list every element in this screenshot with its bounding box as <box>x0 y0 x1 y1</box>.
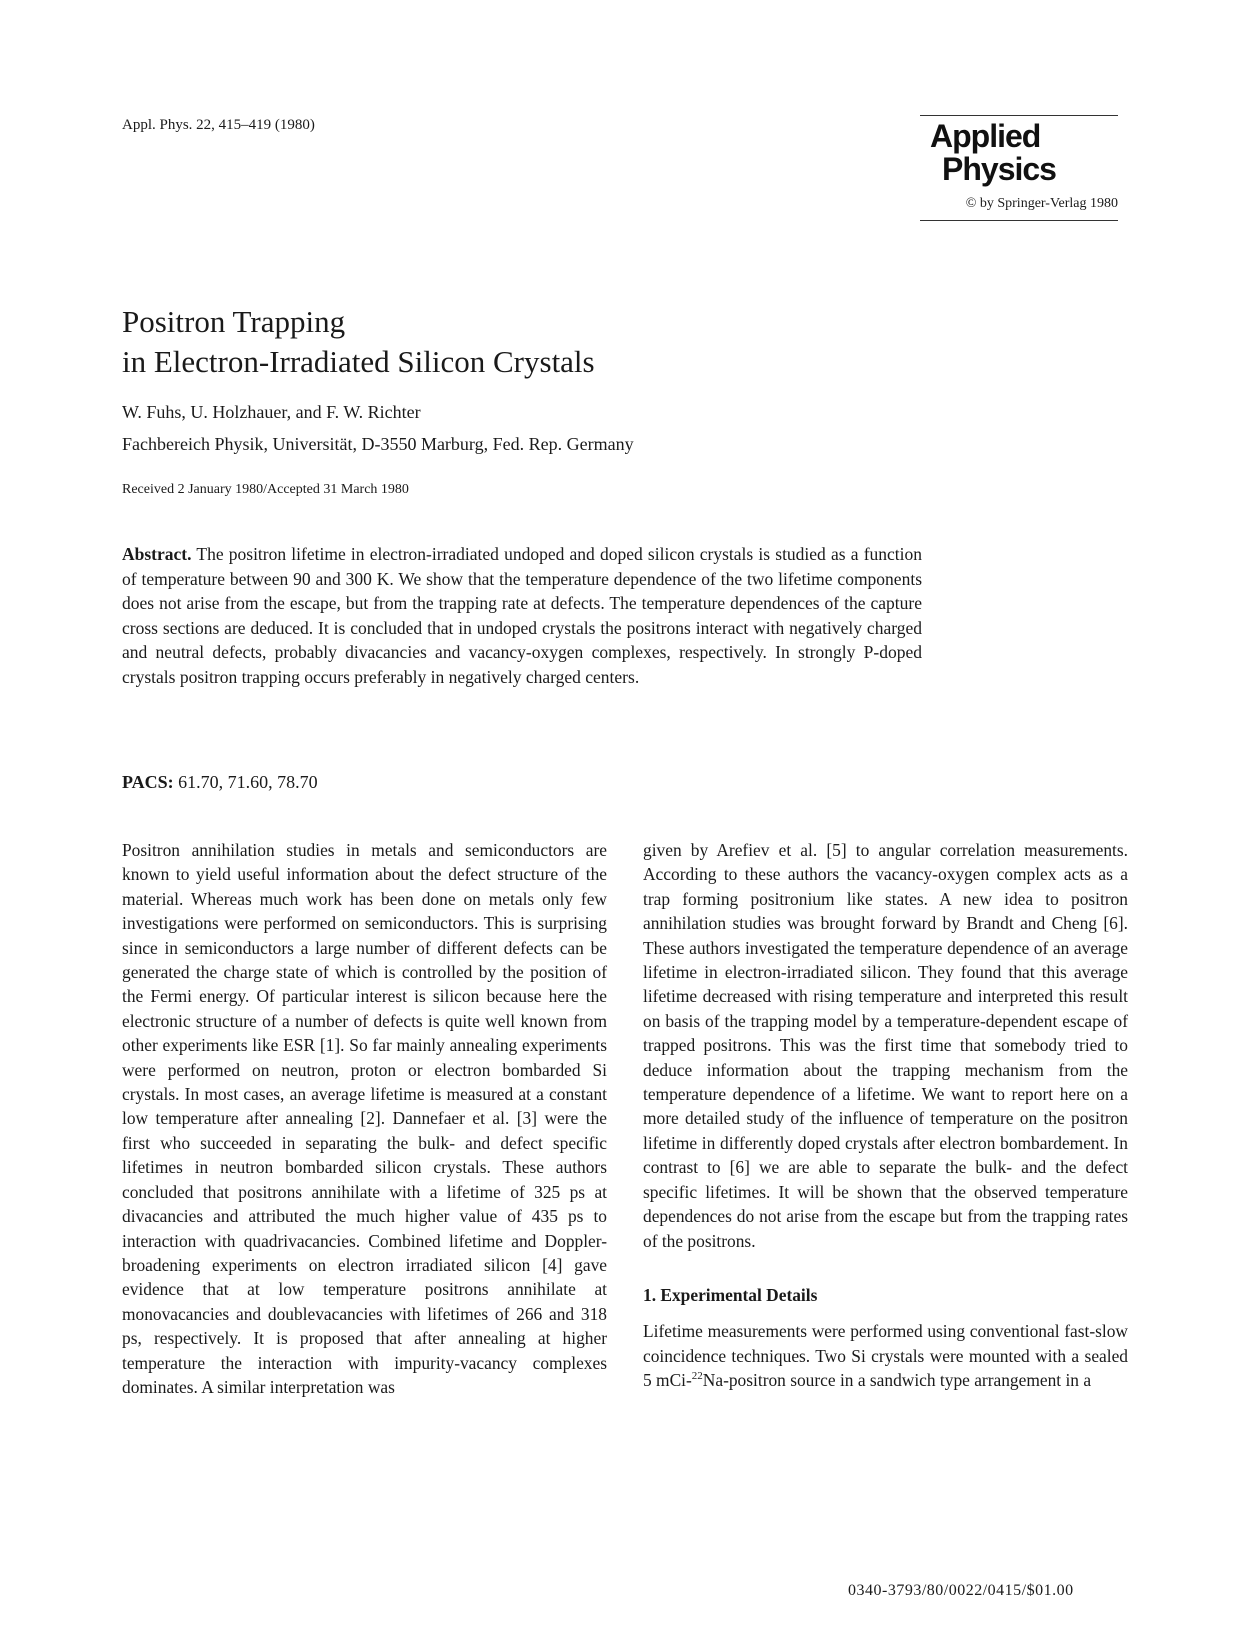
pacs-line <box>122 772 318 793</box>
abstract-text: The positron lifetime in electron-irradiated undoped and doped silicon crystals is studied as a function of temperature between 90 and 300 K. We show that the temperature dependence of the two lifetime components does not arise from the escape, but from the trapping rate at defects. The temperature dependences of the capture cross sections are deduced. It is concluded that in undoped crystals the positrons interact with negatively charged and neutral defects, probably divacancies and vacancy-oxygen complexes, respectively. In strongly P-doped crystals positron trapping occurs preferably in negatively charged centers. <box>122 544 923 687</box>
pacs-values: 61.70, 71.60, 78.70 <box>178 772 318 792</box>
isotope-superscript: 22 <box>691 1370 703 1383</box>
left-column-text: Positron annihilation studies in metals and semiconductors are known to yield useful information about the defect structure of the material. Whereas much work has been done on metals only few investigations were performed on semiconductors. This is surprising since in semiconductors a large number of different defects can be generated the charge state of which is controlled by the position of the Fermi energy. Of particular interest is silicon because here the electronic structure of a number of defects is quite well known from other experiments like ESR [1]. So far mainly annealing experiments were performed on neutron, proton or electron bombarded Si crystals. In most cases, an average lifetime is measured at a constant low temperature after annealing [2]. Dannefaer et al. [3] were the first who succeeded in separating the bulk- and defect specific lifetimes in neutron bombarded silicon crystals. These authors concluded that positrons annihilate with a lifetime of 325 ps at divacancies and attributed the much higher value of 435 ps to interaction with quadrivacancies. Combined lifetime and Doppler-broadening experiments on electron irradiated silicon [4] gave evidence that at low temperature positrons annihilate at monovacancies and doublevacancies with lifetimes of 266 and 318 ps, respectively. It is proposed that after annealing at higher temperature the interaction with impurity-vacancy complexes dominates. A similar interpretation was <box>122 840 607 1397</box>
article-title <box>122 302 595 382</box>
title-line-2: in Electron-Irradiated Silicon Crystals <box>122 344 595 379</box>
author-list: W. Fuhs, U. Holzhauer, and F. W. Richter <box>122 402 421 422</box>
received-dates: Received 2 January 1980/Accepted 31 March 1980 <box>122 482 409 497</box>
paragraph-2-end: Na-positron source in a sandwich type arrangement in a <box>702 1370 1092 1391</box>
abstract-label: Abstract. <box>122 544 192 564</box>
paragraph-2-start: Lifetime measurements were performed using conventional fast-slow coincidence techniques. Two Si crystals were mounted with a sealed 5 mCi- <box>643 1321 1128 1391</box>
footer-code: 0340-3793/80/0022/0415/$01.00 <box>848 1582 1074 1599</box>
abstract <box>122 542 922 689</box>
copyright-notice: © by Springer-Verlag 1980 <box>965 196 1118 211</box>
title-line-1: Positron Trapping <box>122 304 346 339</box>
right-column-paragraph-2 <box>643 1319 1128 1392</box>
body-left-column <box>122 838 607 1399</box>
logo-word-applied: Applied <box>930 118 1041 154</box>
logo-word-physics: Physics <box>942 151 1056 187</box>
section-heading: 1. Experimental Details <box>643 1284 818 1305</box>
affiliation: Fachbereich Physik, Universität, D-3550 Marburg, Fed. Rep. Germany <box>122 434 634 454</box>
journal-citation: Appl. Phys. 22, 415–419 (1980) <box>122 117 315 133</box>
logo-top-rule <box>920 115 1118 116</box>
pacs-label: PACS: <box>122 772 174 792</box>
body-right-column <box>643 838 1128 1393</box>
journal-logo <box>920 115 1118 221</box>
logo-bottom-rule <box>920 220 1118 221</box>
right-column-paragraph-1: given by Arefiev et al. [5] to angular correlation measurements. According to these authors the vacancy-oxygen complex acts as a trap forming positronium like states. A new idea to positron annihilation studies was brought forward by Brandt and Cheng [6]. These authors investigated the temperature dependence of an average lifetime in electron-irradiated silicon. They found that this average lifetime decreased with rising temperature and interpreted this result on basis of the trapping model by a temperature-dependent escape of trapped positrons. This was the first time that somebody tried to deduce information about the trapping mechanism from the temperature dependence of a lifetime. We want to report here on a more detailed study of the influence of temperature on the positron lifetime in differently doped crystals after electron bombardement. In contrast to [6] we are able to separate the bulk- and the defect specific lifetimes. It will be shown that the observed temperature dependences do not arise from the escape but from the trapping rates of the positrons. <box>643 840 1128 1251</box>
